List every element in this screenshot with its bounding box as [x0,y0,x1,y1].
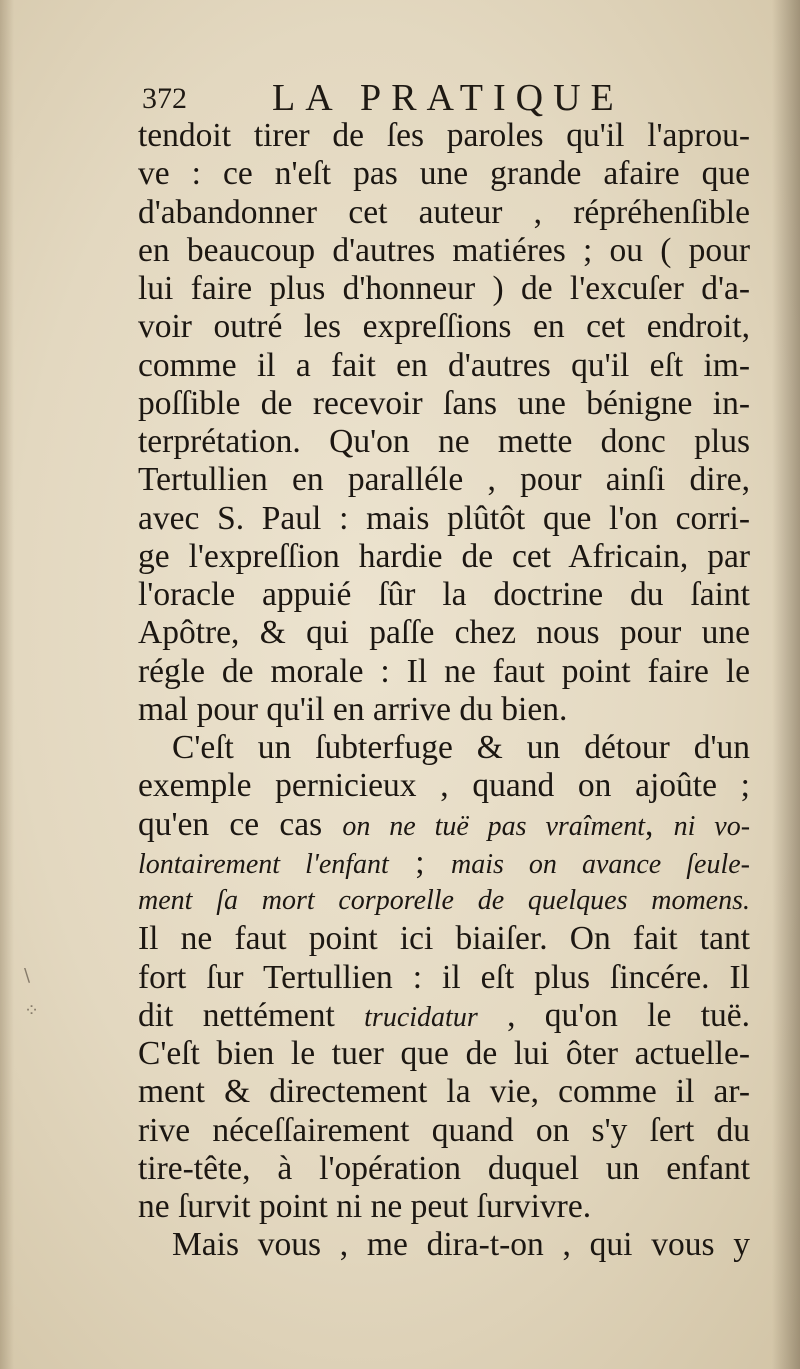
page-left-edge [0,0,14,1369]
text-line: tire-tête, à l'opération duquel un enfant [138,1149,750,1187]
page-header [142,74,742,122]
text-line: d'abandonner cet auteur , répréhenſible [138,193,750,231]
text-line: fort ſur Tertullien : il eſt plus ſincére. Il [138,958,750,996]
text-line: régle de morale : Il ne faut point faire le [138,652,750,690]
body-text [138,117,750,1265]
text-line: tendoit tirer de ſes paroles qu'il l'aprou- [138,117,750,154]
text-line: ne ſurvit point ni ne peut ſurvivre. [138,1188,592,1225]
italic-line: ment ſa mort corporelle de quelques momens. [138,885,750,916]
text-line: comme il a fait en d'autres qu'il eſt im- [138,346,750,384]
roman-text: , [644,805,674,843]
italic-text: mais on avance ſeule- [450,848,751,880]
text-line [138,997,750,1035]
paragraph-first-line: Mais vous , me dira-t-on , qui vous y [172,1226,750,1264]
roman-text: , qu'on le tuë. [477,996,751,1034]
text-line: poſſible de recevoir ſans une bénigne in- [138,384,750,422]
text-line: ve : ce n'eſt pas une grande afaire que [138,155,750,193]
text-line: rive néceſſairement quand on s'y ſert du [138,1111,750,1149]
roman-text: ; [388,843,451,881]
text-line: Tertullien en paralléle , pour ainſi dire, [138,461,750,499]
text-line: Apôtre, & qui paſſe chez nous pour une [138,614,750,652]
text-line [138,806,750,844]
text-line [138,844,750,882]
text-line: mal pour qu'il en arrive du bien. [138,690,568,728]
text-line: ment & directement la vie, comme il ar- [138,1073,750,1111]
text-line: en beaucoup d'autres matiéres ; ou ( pour [138,231,750,269]
text-line: Il ne faut point ici biaiſer. On fait tant [138,920,750,958]
paragraph-first-line: C'eſt un ſubterfuge & un détour d'un [172,729,750,766]
text-line: lui faire plus d'honneur ) de l'excuſer d'a- [138,270,750,307]
italic-text: ni vo- [673,810,751,842]
text-line: avec S. Paul : mais plûtôt que l'on corri- [138,499,750,537]
text-line: voir outré les expreſſions en cet endroit, [138,308,750,346]
roman-text: dit nettément [138,996,365,1034]
text-line: exemple pernicieux , quand on ajoûte ; [138,767,750,805]
page-gutter-shadow [772,0,800,1369]
running-title: LA PRATIQUE [272,77,624,119]
italic-text: on ne tuë pas vraîment [342,810,645,842]
page-number: 372 [142,82,187,115]
margin-speck: \ [24,965,31,986]
italic-text: lontairement l'enfant [138,848,389,880]
italic-text: trucidatur [364,1001,478,1033]
text-line: C'eſt bien le tuer que de lui ôter actuelle- [138,1035,750,1072]
text-line: ge l'expreſſion hardie de cet Africain, par [138,537,750,575]
margin-speck: ⁘ [24,1000,40,1021]
text-line: terprétation. Qu'on ne mette donc plus [138,423,750,460]
roman-text: qu'en ce cas [138,805,343,843]
text-line: l'oracle appuié ſûr la doctrine du ſaint [138,576,750,613]
